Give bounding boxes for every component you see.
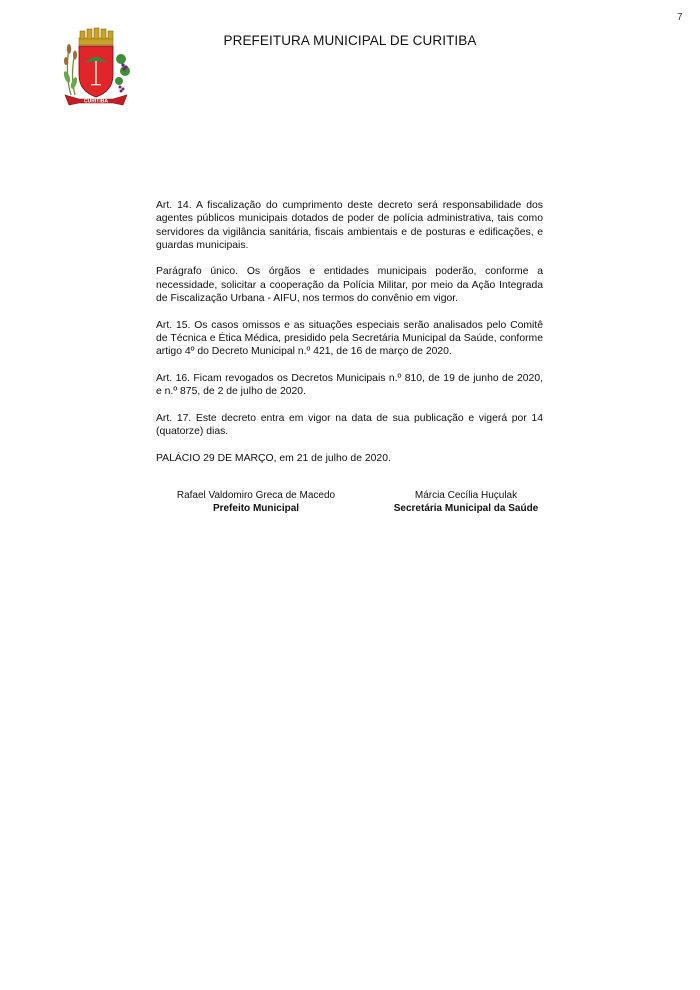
signature-health-secretary [356, 489, 576, 515]
signatory-role: Prefeito Municipal [212, 503, 300, 514]
sole-paragraph: Parágrafo único. Os órgãos e entidades municipais poderão, conforme a necessidade, solicitar a cooperação da Polícia Militar, por meio da Ação Integrada de Fiscalização Urbana - AIFU, nos termos do convênio em vigor. [156, 266, 543, 305]
article-17: Art. 17. Este decreto entra em vigor na data de sua publicação e vigerá por 14 (quatorze) dias. [156, 412, 543, 438]
svg-text:CURITIBA: CURITIBA [84, 98, 108, 105]
closing-date-line: PALÁCIO 29 DE MARÇO, em 21 de julho de 2020. [156, 452, 391, 464]
article-16: Art. 16. Ficam revogados os Decretos Municipais n.º 810, de 19 de junho de 2020, e n.º 875, de 2 de julho de 2020. [156, 372, 543, 398]
signatory-name: Márcia Cecília Huçulak [414, 490, 518, 501]
page-title: PREFEITURA MUNICIPAL DE CURITIBA [223, 33, 477, 48]
page-number: 7 [677, 12, 683, 23]
article-15: Art. 15. Os casos omissos e as situações especiais serão analisados pelo Comitê de Técnica e Ética Médica, presidido pela Secretária Municipal da Saúde, conforme artigo 4º do Decreto Municipal n.º 421, de 16 de março de 2020. [156, 319, 543, 358]
signatory-name: Rafael Valdomiro Greca de Macedo [176, 490, 336, 501]
decree-body [156, 199, 543, 478]
article-14: Art. 14. A fiscalização do cumprimento deste decreto será responsabilidade dos agentes públicos municipais dotados de poder de polícia administrativa, tais como servidores da vigilância sanitária, fiscais ambientais e de posturas e edificações, e guardas municipais. [156, 200, 543, 251]
signature-mayor [146, 489, 366, 515]
header-title [0, 33, 700, 48]
signatory-role: Secretária Municipal da Saúde [393, 503, 539, 514]
